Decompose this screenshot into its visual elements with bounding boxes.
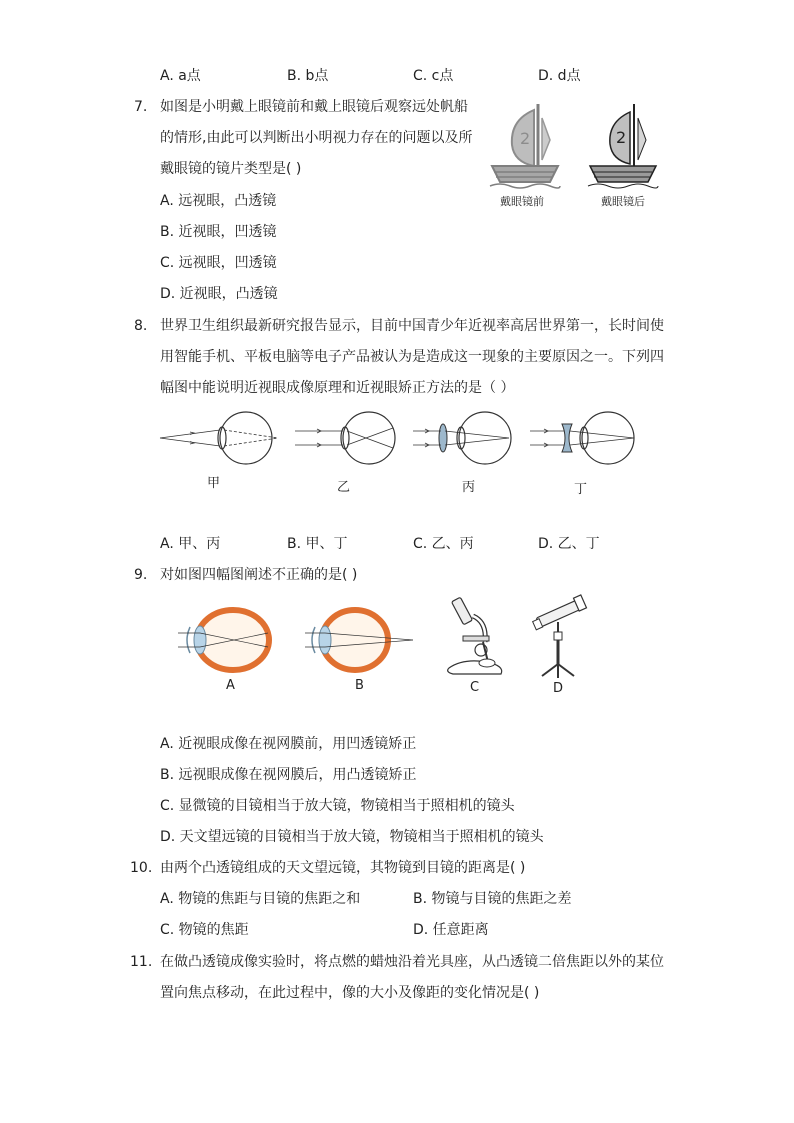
caption-before: 戴眼镜前 <box>500 195 544 208</box>
q10-option-c[interactable]: C. 物镜的焦距 <box>160 922 249 938</box>
svg-text:2: 2 <box>520 129 531 148</box>
q10-option-b[interactable]: B. 物镜与目镜的焦距之差 <box>413 891 572 907</box>
question-stem-line: 用智能手机、平板电脑等电子产品被认为是造成这一现象的主要原因之一。下列四 <box>160 349 664 365</box>
figure-label-a: A <box>226 678 235 693</box>
figure-label-b: B <box>355 678 364 693</box>
figure-label-bing: 丙 <box>462 480 476 495</box>
question-stem-line: 世界卫生组织最新研究报告显示，目前中国青少年近视率高居世界第一，长时间使 <box>160 318 664 334</box>
q9-option-a[interactable]: A. 近视眼成像在视网膜前，用凹透镜矫正 <box>160 736 417 752</box>
eye-image-b <box>305 605 415 675</box>
q7-option-c[interactable]: C. 远视眼，凹透镜 <box>160 255 277 271</box>
eye-diagram-yi <box>295 410 405 466</box>
eye-diagram-jia <box>160 410 280 466</box>
q6-option-a[interactable]: A. a点 <box>160 68 201 84</box>
question-number: 11. <box>130 954 153 970</box>
sailboat-before-image <box>490 100 560 190</box>
question-stem-line: 幅图中能说明近视眼成像原理和近视眼矫正方法的是（ ） <box>160 380 515 396</box>
figure-label-jia: 甲 <box>207 476 221 491</box>
q6-option-c[interactable]: C. c点 <box>413 68 454 84</box>
q9-option-c[interactable]: C. 显微镜的目镜相当于放大镜，物镜相当于照相机的镜头 <box>160 798 515 814</box>
figure-label-yi: 乙 <box>337 480 351 495</box>
q9-option-d[interactable]: D. 天文望远镜的目镜相当于放大镜，物镜相当于照相机的镜头 <box>160 829 544 845</box>
eye-diagram-bing <box>413 410 523 466</box>
question-number: 7. <box>134 99 148 115</box>
question-stem-line: 如图是小明戴上眼镜前和戴上眼镜后观察远处帆船 <box>160 99 468 115</box>
telescope-image <box>530 594 590 680</box>
q8-option-a[interactable]: A. 甲、丙 <box>160 536 221 552</box>
figure-label-c: C <box>470 680 480 695</box>
caption-after: 戴眼镜后 <box>601 195 645 208</box>
question-number: 8. <box>134 318 148 334</box>
question-number: 10. <box>130 860 153 876</box>
figure-label-d: D <box>553 681 564 696</box>
q10-option-a[interactable]: A. 物镜的焦距与目镜的焦距之和 <box>160 891 361 907</box>
q6-option-b[interactable]: B. b点 <box>287 68 329 84</box>
eye-image-a <box>178 605 273 675</box>
microscope-image <box>443 596 507 678</box>
question-stem-line: 由两个凸透镜组成的天文望远镜，其物镜到目镜的距离是( ) <box>160 860 526 876</box>
question-stem-line: 的情形,由此可以判断出小明视力存在的问题以及所 <box>160 130 473 146</box>
question-stem-line: 戴眼镜的镜片类型是( ) <box>160 161 302 177</box>
q10-option-d[interactable]: D. 任意距离 <box>413 922 489 938</box>
sailboat-after-image <box>588 100 658 190</box>
question-stem-line: 置向焦点移动，在此过程中，像的大小及像距的变化情况是( ) <box>160 985 540 1001</box>
q8-option-c[interactable]: C. 乙、丙 <box>413 536 474 552</box>
q7-option-b[interactable]: B. 近视眼，凹透镜 <box>160 224 277 240</box>
eye-diagram-ding <box>530 410 640 466</box>
q6-option-d[interactable]: D. d点 <box>538 68 581 84</box>
question-stem-line: 在做凸透镜成像实验时，将点燃的蜡烛沿着光具座，从凸透镜二倍焦距以外的某位 <box>160 954 664 970</box>
question-number: 9. <box>134 567 148 583</box>
question-stem-line: 对如图四幅图阐述不正确的是( ) <box>160 567 358 583</box>
q9-option-b[interactable]: B. 远视眼成像在视网膜后，用凸透镜矫正 <box>160 767 417 783</box>
figure-label-ding: 丁 <box>574 482 588 497</box>
svg-text:2: 2 <box>616 128 627 147</box>
q7-option-a[interactable]: A. 远视眼，凸透镜 <box>160 193 277 209</box>
q7-option-d[interactable]: D. 近视眼，凸透镜 <box>160 286 278 302</box>
q8-option-b[interactable]: B. 甲、丁 <box>287 536 348 552</box>
q8-option-d[interactable]: D. 乙、丁 <box>538 536 600 552</box>
